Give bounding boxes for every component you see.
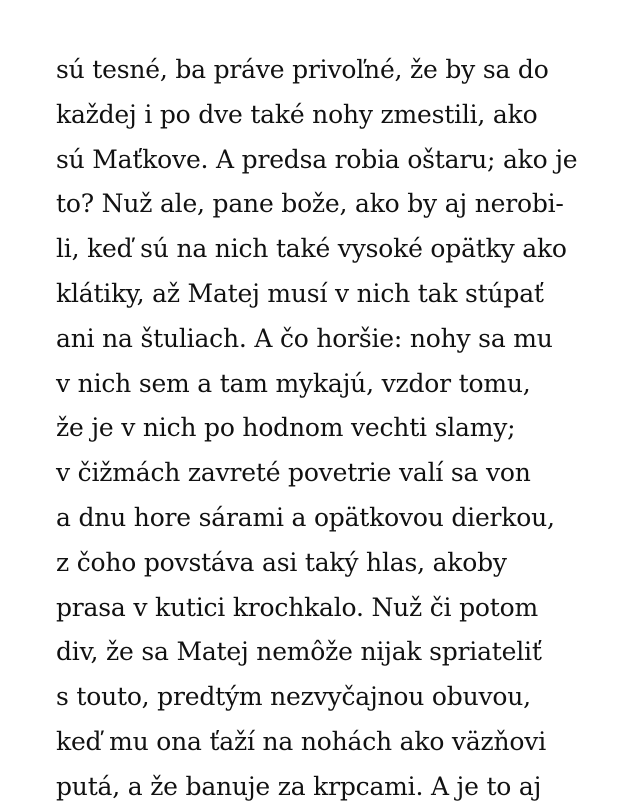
text-line: v nich sem a tam mykajú, vzdor tomu,: [56, 368, 531, 398]
text-line: keď mu ona ťaží na nohách ako väzňovi: [56, 726, 546, 756]
text-line: každej i po dve také nohy zmestili, ako: [56, 99, 538, 129]
text-line: v čižmách zavreté povetrie valí sa von: [56, 458, 531, 488]
text-line: ani na štuliach. A čo horšie: nohy sa mu: [56, 323, 553, 353]
text-line: to? Nuž ale, pane bože, ako by aj nerobi-: [56, 189, 564, 219]
body-text: [56, 48, 596, 810]
text-line: s touto, predtým nezvyčajnou obuvou,: [56, 682, 531, 712]
text-line: li, keď sú na nich také vysoké opätky ako: [56, 234, 567, 264]
text-line: sú Maťkove. A predsa robia oštaru; ako je: [56, 144, 578, 174]
text-line: že je v nich po hodnom vechti slamy;: [56, 413, 516, 443]
text-line: a dnu hore sárami a opätkovou dierkou,: [56, 502, 555, 532]
text-line: klátiky, až Matej musí v nich tak stúpať: [56, 278, 544, 308]
text-line: prasa v kutici krochkalo. Nuž či potom: [56, 592, 538, 622]
text-line: div, že sa Matej nemôže nijak spriateliť: [56, 637, 542, 667]
text-line: sú tesné, ba práve privoľné, že by sa do: [56, 55, 549, 84]
text-line: z čoho povstáva asi taký hlas, akoby: [56, 547, 507, 577]
text-line: putá, a že banuje za krpcami. A je to aj: [56, 771, 542, 801]
